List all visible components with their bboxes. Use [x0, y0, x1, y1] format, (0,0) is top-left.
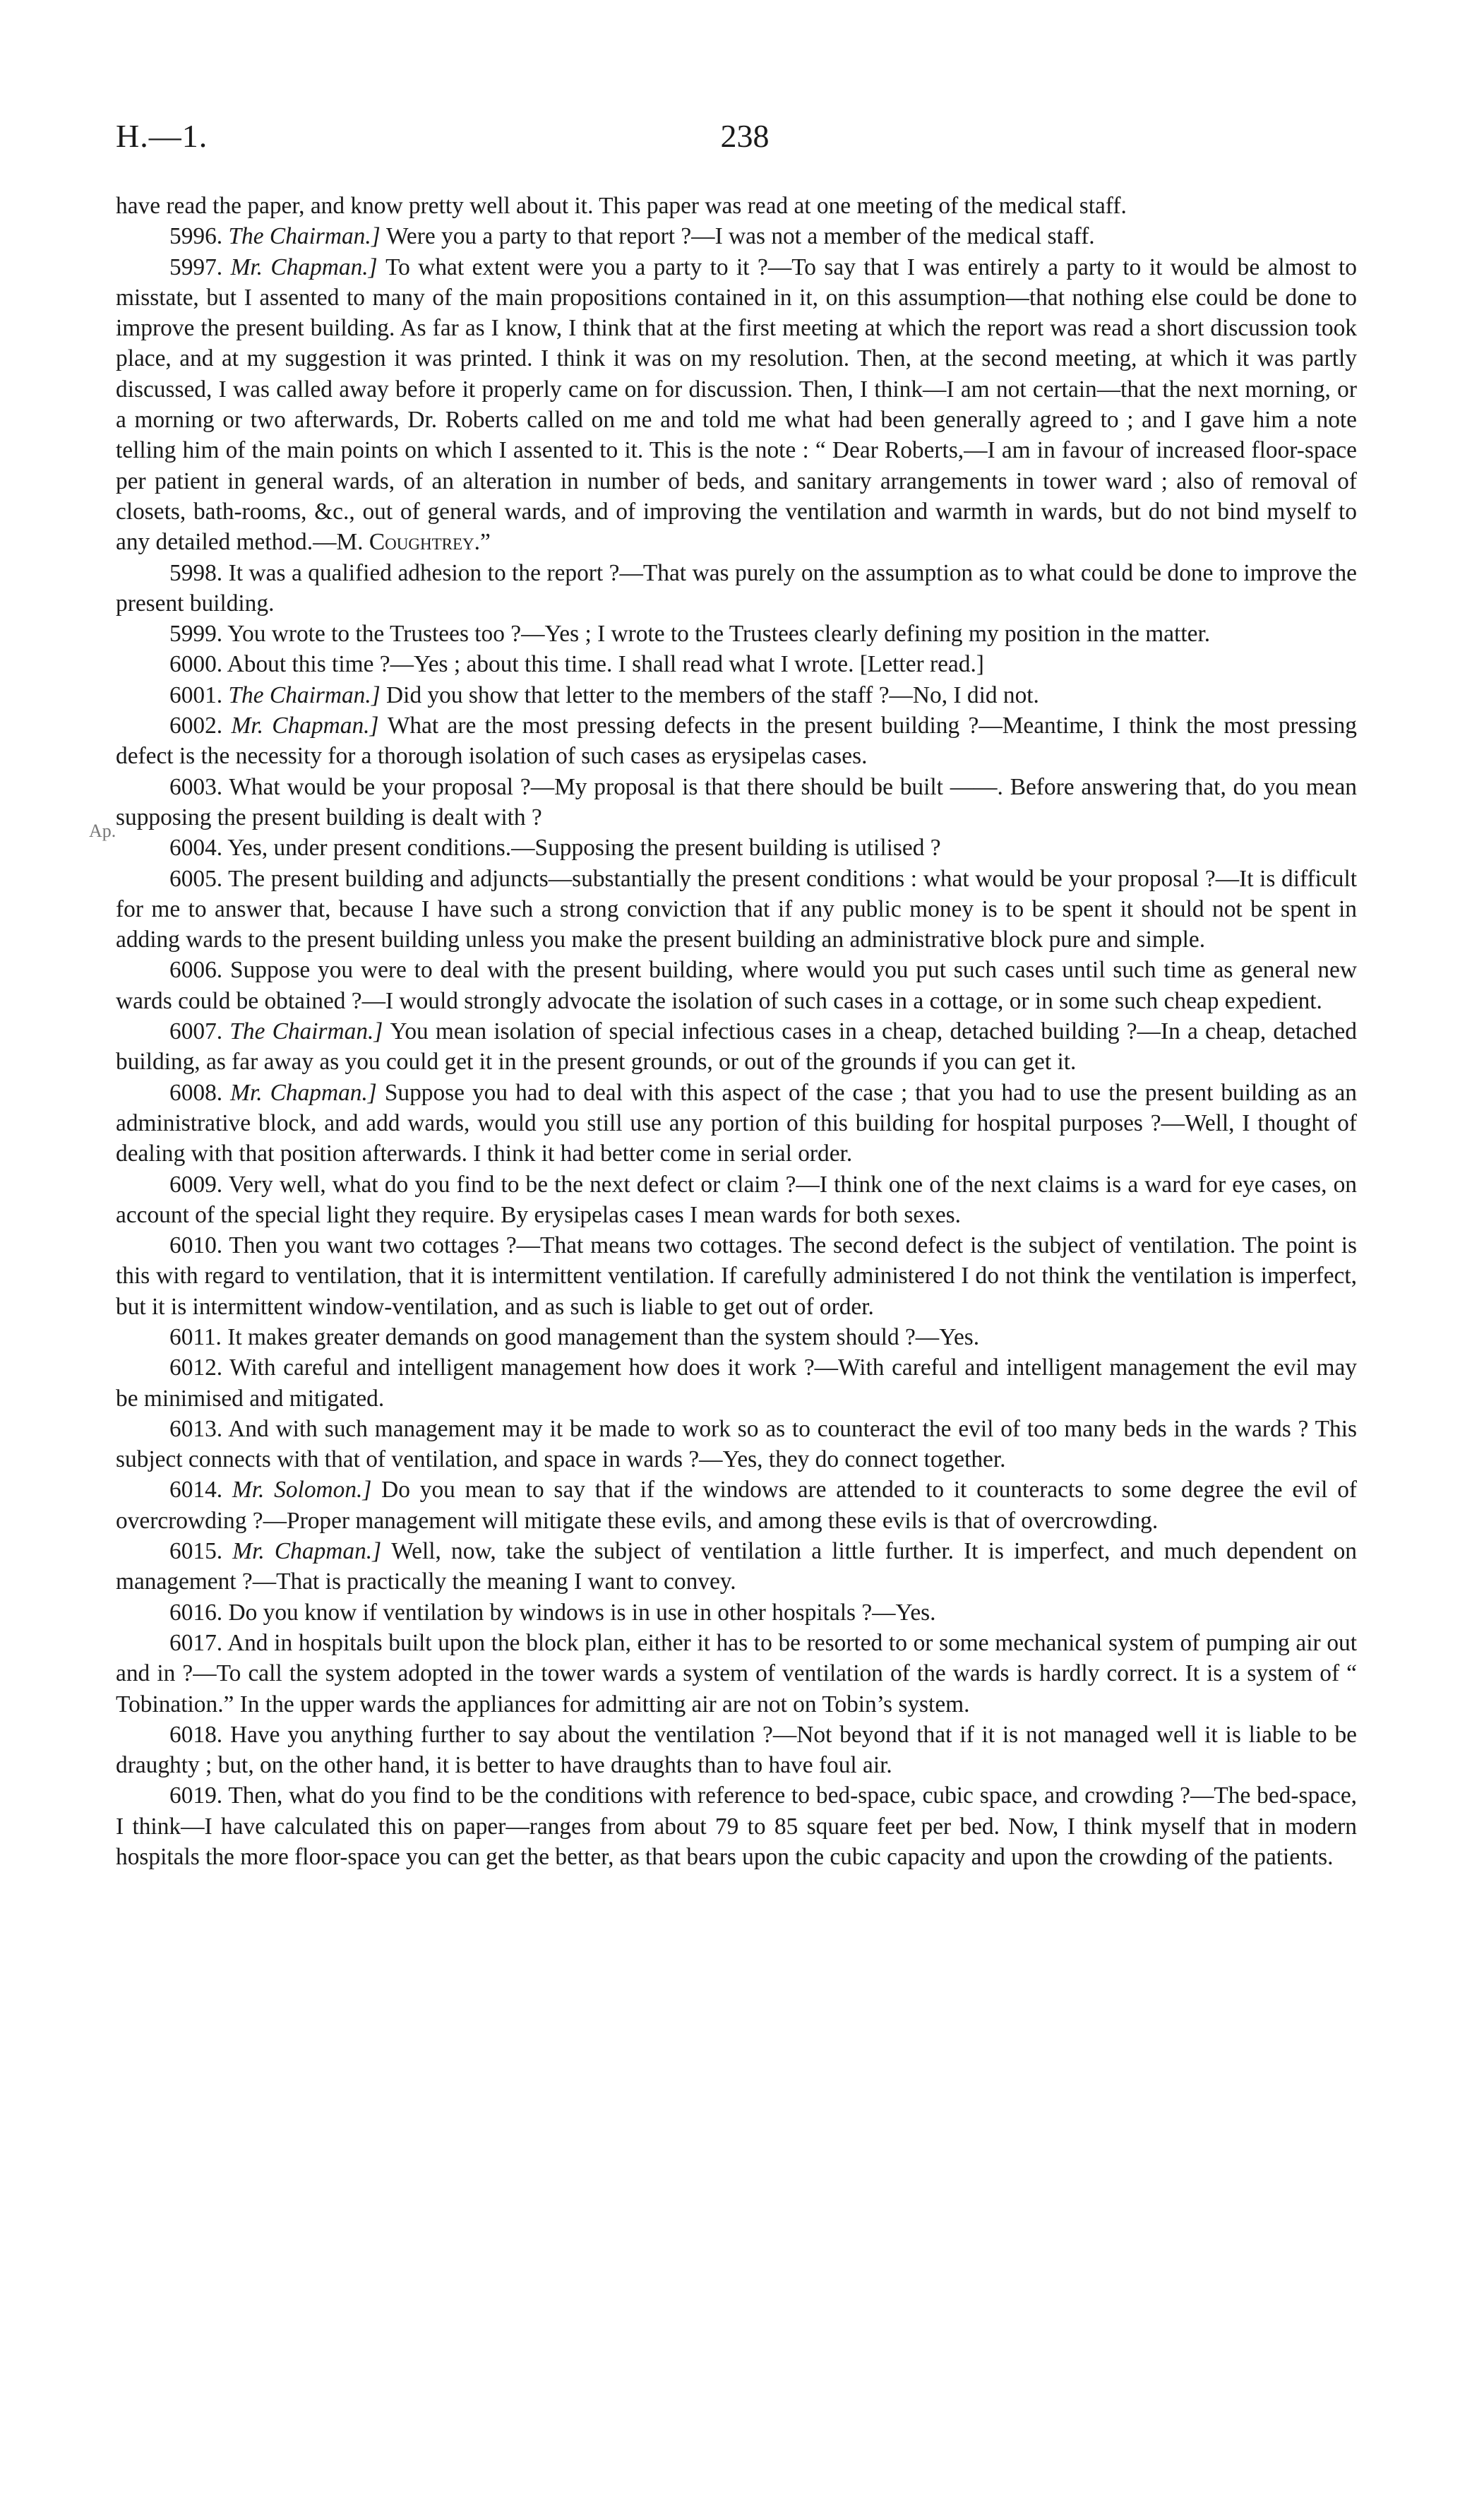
question-number: 6015.: [169, 1538, 233, 1565]
question-number: 6017.: [169, 1629, 227, 1656]
paragraph-text: About this time ?—Yes ; about this time. I shall read what I wrote. [Letter read.]: [227, 651, 984, 678]
question-number: 6000.: [169, 651, 227, 678]
paragraph-text: It makes greater demands on good management than the system should ?—Yes.: [227, 1323, 980, 1350]
paragraph-text: Then you want two cottages ?—That means two cottages. The second defect is the subject of ventilation. The point is this with regard to ventilation, that it is intermittent ventilation. If carefully administered I do not think the ventilation is imperfect, but it is intermittent window-ventilation, and as such is liable to get out of order.: [116, 1232, 1357, 1320]
speaker-label: The Chairman.]: [228, 681, 387, 708]
question-6018: [116, 1720, 1357, 1781]
paragraph-text: It was a qualified adhesion to the report ?—That was purely on the assumption as to what could be done to improve the present building.: [116, 559, 1357, 617]
speaker-label: The Chairman.]: [229, 1018, 390, 1045]
question-number: 6012.: [169, 1354, 230, 1381]
page-number: 238: [720, 118, 770, 154]
question-number: 6016.: [169, 1599, 229, 1626]
question-number: 6005.: [169, 865, 229, 892]
paragraph-text: Well, now, take the subject of ventilation a little further. It is imperfect, and much dependent on management ?—That is practically the meaning I want to convey.: [116, 1538, 1357, 1595]
signature: Coughtrey: [369, 529, 474, 556]
question-number: 6003.: [169, 773, 229, 800]
paragraph-text: Have you anything further to say about the ventilation ?—Not beyond that if it is not managed well it is liable to be draughty ; but, on the other hand, it is better to have draughts than to have foul air.: [116, 1721, 1358, 1779]
question-number: 6008.: [169, 1079, 231, 1106]
paragraph-text: And with such management may it be made to work so as to counteract the evil of too many beds in the wards ? This subject connects with that of ventilation, and space in wards ?—Yes, they do connect together.: [116, 1415, 1357, 1473]
question-6006: [116, 955, 1357, 1016]
paragraph-text: What would be your proposal ?—My proposal is that there should be built ——. Before answering that, do you mean supposing the present building is dealt with ?: [116, 773, 1358, 830]
question-6007: [116, 1016, 1357, 1078]
question-number: 6013.: [169, 1415, 229, 1442]
paragraph-text: You wrote to the Trustees too ?—Yes ; I wrote to the Trustees clearly defining my position in the matter.: [227, 621, 1211, 648]
question-number: 5999.: [169, 621, 228, 648]
question-number: 6014.: [169, 1477, 232, 1503]
speaker-label: Mr. Chapman.]: [230, 1079, 385, 1106]
question-6019: [116, 1780, 1357, 1872]
question-6015: [116, 1536, 1357, 1597]
question-number: 6018.: [169, 1721, 230, 1748]
paragraph-text: And in hospitals built upon the block plan, either it has to be resorted to or some mechanical system of pumping air out and in ?—To call the system adopted in the tower wards a system of ventilation of the wards is hardly correct. It is a system of “ Tobination.” In the upper wards the appliances for admitting air are not on Tobin’s system.: [116, 1629, 1358, 1717]
paragraph-text: Yes, under present conditions.—Supposing the present building is utilised ?: [227, 835, 941, 862]
question-number: 5997.: [169, 254, 231, 280]
question-number: 6006.: [169, 957, 230, 984]
question-number: 6010.: [169, 1232, 229, 1259]
question-6008: [116, 1078, 1357, 1169]
question-number: 6019.: [169, 1782, 229, 1809]
paragraph-text: The present building and adjuncts—substantially the present conditions : what would be your proposal ?—It is difficult for me to answer that, because I have such a strong conviction that if any public money is to be spent it should not be spent in adding wards to the present building unless you make the present building an administrative block pure and simple.: [116, 865, 1358, 953]
question-6012: [116, 1352, 1357, 1414]
question-number: 6009.: [169, 1171, 229, 1198]
paragraph-text: To what extent were you a party to it ?—To say that I was entirely a party to it would be almost to misstate, but I assented to many of the main propositions contained in it, on this assumption—that nothing else could be done to improve the present building. As far as I know, I think that at the first meeting at which the report was read a short discussion took place, and at my suggestion it was printed. I think it was on my resolution. Then, at the second meeting, at which it was partly discussed, I was called away before it properly came on for discussion. Then, I think—I am not certain—that the next morning, or a morning or two afterwards, Dr. Roberts called on me and told me what had been generally agreed to ; and I gave him a note telling him of the main points on which I assented to it. This is the note : “ Dear Roberts,—I am in favour of increased floor-space per patient in general wards, of an alteration in number of beds, and sanitary arrangements in tower ward ; also of removal of closets, bath-rooms, &c., out of general wards, and of improving the ventilation and warmth in wards, but do not bind myself to any detailed method.—M.: [116, 254, 1357, 556]
paragraph-text: Very well, what do you find to be the next defect or claim ?—I think one of the next claims is a ward for eye cases, on account of the special light they require. By erysipelas cases I mean wards for both sexes.: [116, 1171, 1357, 1228]
paragraph-text: With careful and intelligent management how does it work ?—With careful and intelligent management the evil may be minimised and mitigated.: [116, 1354, 1357, 1412]
question-5997: [116, 252, 1357, 558]
question-6013: [116, 1414, 1357, 1475]
question-number: 5996.: [169, 223, 229, 250]
question-number: 6007.: [169, 1018, 230, 1045]
closing-quote: .”: [474, 529, 491, 556]
paragraph-text: Suppose you had to deal with this aspect of the case ; that you had to use the present building as an administrative block, and add wards, would you still use any portion of this building for hospital purposes ?—Well, I thought of dealing with that position afterwards. I think it had better come in serial order.: [116, 1079, 1357, 1167]
question-6002: [116, 710, 1357, 772]
question-5998: [116, 558, 1357, 619]
question-number: 5998.: [169, 559, 229, 586]
paragraph-text: Did you show that letter to the members of the staff ?—No, I did not.: [386, 681, 1039, 708]
question-5999: [116, 619, 1357, 649]
question-6005: [116, 864, 1357, 955]
paragraph-text: You mean isolation of special infectious cases in a cheap, detached building ?—In a cheap, detached building, as far away as you could get it in the present grounds, or out of the grounds if you can get it.: [116, 1018, 1358, 1076]
question-6000: [116, 649, 1357, 679]
question-6009: [116, 1169, 1357, 1231]
question-6014: [116, 1475, 1357, 1536]
speaker-label: The Chairman.]: [228, 223, 387, 250]
continued-paragraph: [116, 191, 1357, 221]
question-6004: [116, 833, 1357, 863]
speaker-label: Mr. Chapman.]: [232, 1538, 392, 1565]
question-6003: [116, 772, 1357, 833]
margin-mark: Ap.: [89, 821, 116, 841]
paragraph-text: Do you know if ventilation by windows is in use in other hospitals ?—Yes.: [228, 1599, 936, 1626]
paragraph-text: What are the most pressing defects in the present building ?—Meantime, I think the most pressing defect is the necessity for a thorough isolation of such cases as erysipelas cases.: [116, 713, 1357, 770]
paragraph-text: Were you a party to that report ?—I was not a member of the medical staff.: [386, 223, 1095, 250]
question-number: 6011.: [169, 1323, 228, 1350]
question-5996: [116, 221, 1357, 251]
paragraph-text: Do you mean to say that if the windows are attended to it counteracts to some degree the evil of overcrowding ?—Proper management will mitigate these evils, and among these evils is that of overcrowding.: [116, 1477, 1358, 1534]
evidence-text: [116, 191, 1357, 1872]
question-number: 6002.: [169, 713, 232, 739]
question-6001: [116, 680, 1357, 710]
question-number: 6001.: [169, 681, 229, 708]
speaker-label: Mr. Solomon.]: [232, 1477, 382, 1503]
speaker-label: Mr. Chapman.]: [230, 254, 386, 280]
paragraph-text: Suppose you were to deal with the present building, where would you put such cases until such time as general new wards could be obtained ?—I would strongly advocate the isolation of such cases in a cottage, or in some such cheap expedient.: [116, 957, 1357, 1014]
question-6010: [116, 1230, 1357, 1322]
question-6017: [116, 1628, 1357, 1720]
question-number: 6004.: [169, 835, 228, 862]
speaker-label: Mr. Chapman.]: [231, 713, 388, 739]
paragraph-text: have read the paper, and know pretty well about it. This paper was read at one meeting of the medical staff.: [116, 193, 1127, 219]
question-6011: [116, 1322, 1357, 1352]
report-code: H.—1.: [116, 118, 208, 154]
question-6016: [116, 1597, 1357, 1628]
paragraph-text: Then, what do you find to be the conditions with reference to bed-space, cubic space, and crowding ?—The bed-space, I think—I have calculated this on paper—ranges from about 79 to 85 square feet per bed. Now, I think myself that in modern hospitals the more floor-space you can get the better, as that bears upon the cubic capacity and upon the crowding of the patients.: [116, 1782, 1358, 1871]
